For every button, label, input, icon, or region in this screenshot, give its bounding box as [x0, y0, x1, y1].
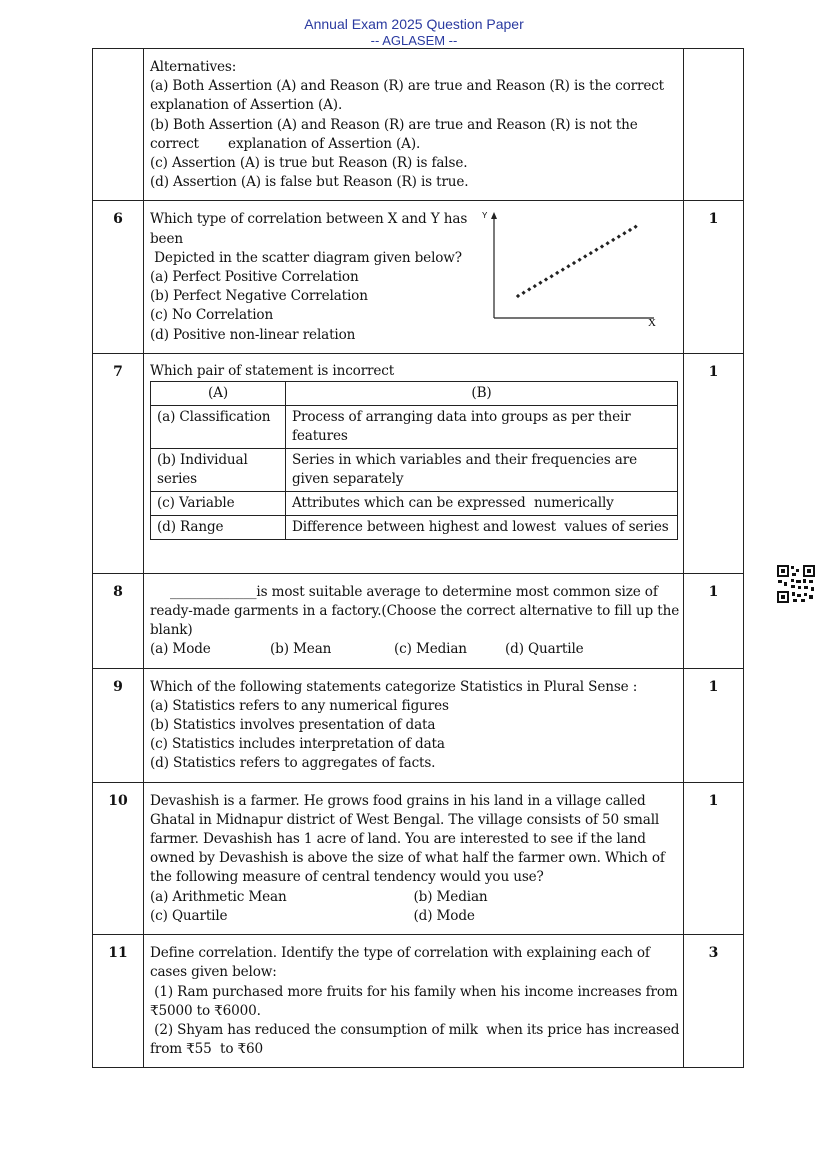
question-text: farmer. Devashish has 1 acre of land. You are interested to see if the land	[150, 831, 646, 848]
option-c: (c) No Correlation	[150, 307, 274, 324]
question-text: blank)	[150, 622, 193, 639]
case-2: (2) Shyam has reduced the consumption of milk when its price has increased	[150, 1021, 680, 1038]
scatter-point	[533, 284, 537, 288]
option-b: (b) Median	[413, 888, 488, 905]
question-text: the following measure of central tendency would you use?	[150, 869, 544, 886]
scatter-point	[577, 258, 581, 262]
scatter-point	[555, 271, 559, 275]
case-2-cont: from ₹55 to ₹60	[150, 1041, 264, 1058]
scatter-point	[617, 235, 621, 239]
scatter-point	[589, 251, 593, 255]
match-description: Difference between highest and lowest values of series	[286, 516, 678, 540]
scatter-points	[516, 225, 638, 299]
question-number: 7	[93, 353, 144, 573]
scatter-point	[549, 275, 553, 279]
question-row-11	[93, 935, 744, 1068]
options-row	[150, 907, 677, 926]
question-body	[144, 573, 684, 668]
question-text: owned by Devashish is above the size of what half the farmer own. Which of	[150, 850, 665, 867]
options-row	[150, 640, 677, 659]
question-number	[93, 49, 144, 201]
question-number: 10	[93, 782, 144, 934]
option-a: (a) Arithmetic Mean	[150, 888, 287, 905]
question-6-text	[150, 210, 480, 344]
question-text: _____________is most suitable average to determine most common size of	[170, 583, 658, 600]
scatter-point	[600, 245, 604, 249]
option-b: (b) Statistics involves presentation of data	[150, 717, 436, 734]
option-d: (d) Statistics refers to aggregates of facts.	[150, 755, 436, 772]
question-row-10	[93, 782, 744, 934]
scatter-point	[583, 255, 587, 259]
header-title: Annual Exam 2025 Question Paper	[304, 16, 524, 32]
option-d: (d) Mode	[413, 907, 475, 924]
match-description: Attributes which can be expressed numerically	[286, 492, 678, 516]
question-text: Which pair of statement is incorrect	[150, 362, 395, 379]
option-a: (a) Both Assertion (A) and Reason (R) are true and Reason (R) is the correct	[150, 78, 664, 95]
question-number: 8	[93, 573, 144, 668]
question-marks: 1	[684, 573, 744, 668]
question-body	[144, 782, 684, 934]
scatter-point	[633, 225, 637, 229]
question-table	[92, 48, 744, 1068]
question-text: Define correlation. Identify the type of correlation with explaining each of	[150, 945, 650, 962]
question-body	[144, 49, 684, 201]
option-d: (d) Quartile	[505, 641, 584, 658]
match-header-row	[151, 382, 678, 406]
match-term: (b) Individual series	[151, 449, 286, 492]
match-term: (c) Variable	[151, 492, 286, 516]
match-row	[151, 516, 678, 540]
option-b-cont: correct explanation of Assertion (A).	[150, 135, 421, 152]
question-text: Depicted in the scatter diagram given below?	[150, 249, 462, 266]
question-text: Which type of correlation between X and Y has	[150, 211, 468, 228]
column-a-header: (A)	[151, 382, 286, 406]
scatter-point	[572, 261, 576, 265]
question-row-8	[93, 573, 744, 668]
scatter-diagram	[482, 211, 668, 330]
header-subtitle: -- AGLASEM --	[370, 33, 458, 48]
question-body	[144, 201, 684, 353]
option-b: (b) Both Assertion (A) and Reason (R) are true and Reason (R) is not the	[150, 116, 638, 133]
option-c: (c) Statistics includes interpretation of data	[150, 736, 445, 753]
question-row-5	[93, 49, 744, 201]
question-marks: 1	[684, 782, 744, 934]
question-row-9	[93, 668, 744, 782]
options-row	[150, 888, 677, 907]
question-marks: 3	[684, 935, 744, 1068]
scatter-point	[527, 288, 531, 292]
case-1-cont: ₹5000 to ₹6000.	[150, 1002, 261, 1019]
question-row-7	[93, 353, 744, 573]
match-row	[151, 449, 678, 492]
column-b-header: (B)	[286, 382, 678, 406]
scatter-point	[538, 281, 542, 285]
option-a: (a) Mode	[150, 641, 211, 658]
option-a: (a) Perfect Positive Correlation	[150, 269, 359, 286]
option-b: (b) Perfect Negative Correlation	[150, 288, 368, 305]
option-d: (d) Assertion (A) is false but Reason (R) is true.	[150, 174, 469, 191]
question-marks: 1	[684, 201, 744, 353]
match-description: Process of arranging data into groups as per their features	[286, 406, 678, 449]
option-a-cont: explanation of Assertion (A).	[150, 97, 343, 114]
qr-code-icon	[776, 564, 816, 604]
question-6-content	[150, 210, 677, 344]
match-term: (d) Range	[151, 516, 286, 540]
option-d: (d) Positive non-linear relation	[150, 326, 356, 343]
question-marks: 1	[684, 668, 744, 782]
question-number: 11	[93, 935, 144, 1068]
scatter-point	[605, 242, 609, 246]
question-body	[144, 353, 684, 573]
question-text: ready-made garments in a factory.(Choose the correct alternative to fill up the	[150, 603, 680, 620]
scatter-point	[516, 294, 520, 298]
question-text: cases given below:	[150, 964, 277, 981]
question-row-6	[93, 201, 744, 353]
option-c: (c) Median	[394, 641, 467, 658]
question-marks	[684, 49, 744, 201]
question-body	[144, 935, 684, 1068]
option-a: (a) Statistics refers to any numerical figures	[150, 697, 449, 714]
match-term: (a) Classification	[151, 406, 286, 449]
question-marks: 1	[684, 353, 744, 573]
question-text: Which of the following statements categorize Statistics in Plural Sense :	[150, 678, 638, 695]
question-text: been	[150, 230, 183, 247]
scatter-point	[544, 278, 548, 282]
scatter-point	[521, 291, 525, 295]
match-row	[151, 406, 678, 449]
question-text: Devashish is a farmer. He grows food grains in his land in a village called	[150, 792, 646, 809]
option-b: (b) Mean	[270, 641, 332, 658]
scatter-point	[622, 232, 626, 236]
scatter-point	[561, 268, 565, 272]
scatter-point	[611, 238, 615, 242]
match-row	[151, 492, 678, 516]
option-c: (c) Quartile	[150, 907, 228, 924]
question-body	[144, 668, 684, 782]
alternatives-heading: Alternatives:	[150, 59, 237, 75]
scatter-point	[566, 265, 570, 269]
option-c: (c) Assertion (A) is true but Reason (R) is false.	[150, 155, 468, 172]
y-axis-label: Y	[482, 211, 488, 221]
case-1: (1) Ram purchased more fruits for his family when his income increases from	[150, 983, 678, 1000]
question-number: 9	[93, 668, 144, 782]
scatter-point	[594, 248, 598, 252]
question-number: 6	[93, 201, 144, 353]
x-axis-label: X	[648, 317, 656, 330]
question-text: Ghatal in Midnapur district of West Bengal. The village consists of 50 small	[150, 811, 660, 828]
match-table	[150, 381, 678, 540]
y-axis-arrow	[491, 212, 497, 219]
match-description: Series in which variables and their frequencies are given separately	[286, 449, 678, 492]
scatter-point	[628, 228, 632, 232]
